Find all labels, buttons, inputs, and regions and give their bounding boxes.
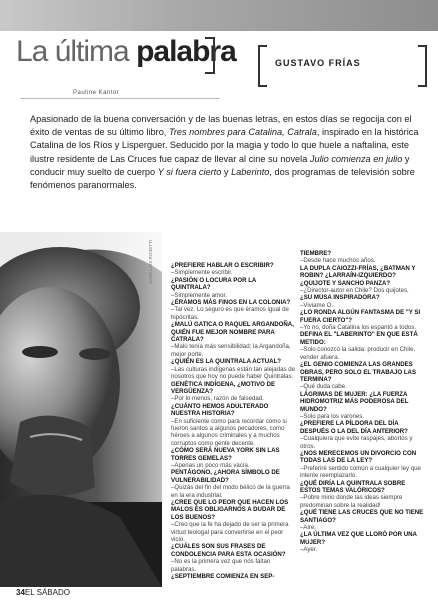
interview-question: LA DUPLA CAIOZZI-FRÍAS, ¿BATMAN Y ROBIN? ¿LARRAÍN-IZQUIERDO? ¿QUIJOTE Y SANCHO PANZA? [300,264,416,287]
interview-answer: –Quizás del fin del modo bélico de la guerra en la era industrial. [171,484,290,499]
portrait-photo [0,232,162,587]
interview-question: LÁGRIMAS DE MUJER: ¿LA FUERZA HIDROMOTRIZ MÁS PODEROSA DEL MUNDO? [300,390,409,413]
interview-answer: –Creo que la fe ha dejado de ser la primera virtud teologal para convertirse en el peor vicio. [171,521,289,544]
interview-question: ¿QUIÉN ES LA QUINTRALA ACTUAL? [171,358,282,366]
interview-question: ¿CREE QUE LO PEOR QUE HACEN LOS MALOS ES OBLIGARNOS A DUDAR DE LOS BUENOS? [171,499,289,521]
interview-question: ¿CÓMO SERÁ NUEVA YORK SIN LAS TORRES GEMELAS? [171,447,280,462]
interview-answer: –Malú tenía más sensibilidad; la Argandoña, mejor porte. [171,343,291,358]
interview-answer: –Solo conozco la salida: producir en Chile, vender afuera. [300,346,416,361]
interview-answer: –Qué duda cabe. [300,383,347,391]
interview-answer: –Tal vez. Lo seguro es que éramos igual de hipócritas. [171,306,289,321]
author-bracket-left [258,45,267,87]
interview-column-2 [300,250,424,554]
interview-question: PENTÁGONO, ¿AHORA SÍMBOLO DE VULNERABILIDAD? [171,469,280,484]
interviewee-name: GUSTAVO FRÍAS [275,58,361,68]
photo-credit: JOSÉ LUIS ROSETTI [148,240,153,284]
page-footer [16,588,70,597]
page-title [16,32,236,72]
interview-question: ¿MALÚ GATICA O RAQUEL ARGANDOÑA, QUIÉN FUE MEJOR NOMBRE PARA CATRALA? [171,321,294,344]
author-bracket-right [418,45,427,87]
interview-question: ¿LO RONDA ALGÚN FANTASMA DE "Y SI FUERA CIERTO"? [300,309,421,324]
interview-answer: –Solo para los varones. [300,412,365,420]
interview-question: GENÉTICA INDÍGENA, ¿MOTIVO DE VERGÜENZA? [171,380,276,395]
interview-answer: –Ayer. [300,546,318,554]
interview-answer: –Viviame O. [300,301,334,309]
interview-answer: –En suficiente como para recordar como si fueron santos a algunos pecadores, como héroes a algunos criminales y a muchos corruptos como gente decente. [171,417,287,447]
interview-question: ¿SU MUSA INSPIRADORA? [300,294,380,302]
interview-question: ¿EL GENIO COMIENZA LAS GRANDES OBRAS, PERO SOLO EL TRABAJO LAS TERMINA? [300,361,417,383]
interview-answer: –Por lo menos, razón de falsedad. [171,395,264,403]
interview-column-1 [171,262,295,580]
interview-answer: –No es la primera vez que nos faltan palabras. [171,558,271,573]
interview-question: ¿SEPTIEMBRE COMIENZA EN SEP- [171,573,275,581]
interview-question: ¿QUÉ DIRÍA LA QUINTRALA SOBRE ESTOS TEMAS VALÓRICOS? [300,479,406,494]
interview-answer: –Las culturas indígenas están tan alejadas de nosotros que hoy no puede haber Quintralas. [171,365,295,381]
interview-answer: –Cualquiera que evite raspajes, abortos y otros. [300,435,413,450]
interview-question: ¿NOS MERECEMOS UN DIVORCIO CON TODAS LAS DE LA LEY? [300,449,417,465]
interview-answer: –Simplemente escribir. [171,269,233,277]
intro-paragraph: Apasionado de la buena conversación y de las buenas letras, en estos días se regocija con el éxito de ventas de su último libro, Tres nombres para Catalina, Catrala, inspirado en la histórica Catalina de los Ríos y Lisperguer. Seducido por la magia y todo lo que huele a naftalina, este ilustre residente de Las Cruces fue capaz de llevar al cine su novela Julio comienza en julio y conducir muy suelto de cuerpo Y si fuera cierto y Laberinto, dos programas de televisión sobre fenómenos paranormales. [30,114,419,191]
title-part-2: palabra [136,35,236,72]
interview-question: ¿PREFIERE LA PÍLDORA DEL DÍA DESPUÉS O LA DEL DÍA ANTERIOR? [300,420,408,435]
interview-question: ¿ÉRAMOS MÁS FINOS EN LA COLONIA? [171,299,291,307]
magazine-name: EL SÁBADO [24,588,70,597]
interview-question: ¿PASIÓN O LOCURA POR LA QUINTRALA? [171,276,257,292]
byline: Pauline Kantor [73,90,120,96]
interview-question: TIEMBRE? [300,250,332,257]
divider [20,98,220,99]
interview-question: ¿CUÁNTO HEMOS ADULTERADO NUESTRA HISTORIA? [171,402,269,418]
interview-question: ¿CUÁLES SON SUS FRASES DE CONDOLENCIA PARA ESTA OCASIÓN? [171,543,286,558]
interview-answer: –Aire. [300,524,316,532]
interview-question: ¿QUÉ TIENE LAS CRUCES QUE NO TIENE SANTIAGO? [300,509,424,524]
page-number: 34 [16,588,25,597]
interview-answer: –Apenas un poco más vacía. [171,461,250,469]
interview-answer: –Preferiré sentido común a cualquier ley que intente reemplazarlo. [300,464,421,480]
interview-question: ¿LA ÚLTIMA VEZ QUE LLORÓ POR UNA MUJER? [300,531,417,546]
title-part-1: La última [16,35,129,68]
interview-question: ¿PREFIERE HABLAR O ESCRIBIR? [171,262,274,269]
interview-question: DEFINA EL "LABERINTO" EN QUE ESTÁ METIDO: [300,331,418,346]
interview-answer: –Simplemente amor. [171,291,227,299]
title-bracket [205,37,215,74]
interview-answer: –Yo no, doña Catalina los espantó a todos. [300,324,416,332]
header-band [0,0,438,31]
interview-answer: –¿Director-autor en Chile? Dos quijotes. [300,287,409,295]
interview-answer: –Pobre mirio donde las ideas siempre predominan sobre la realidad! [300,494,403,509]
interview-answer: –Desde hace muchos años. [300,257,376,265]
